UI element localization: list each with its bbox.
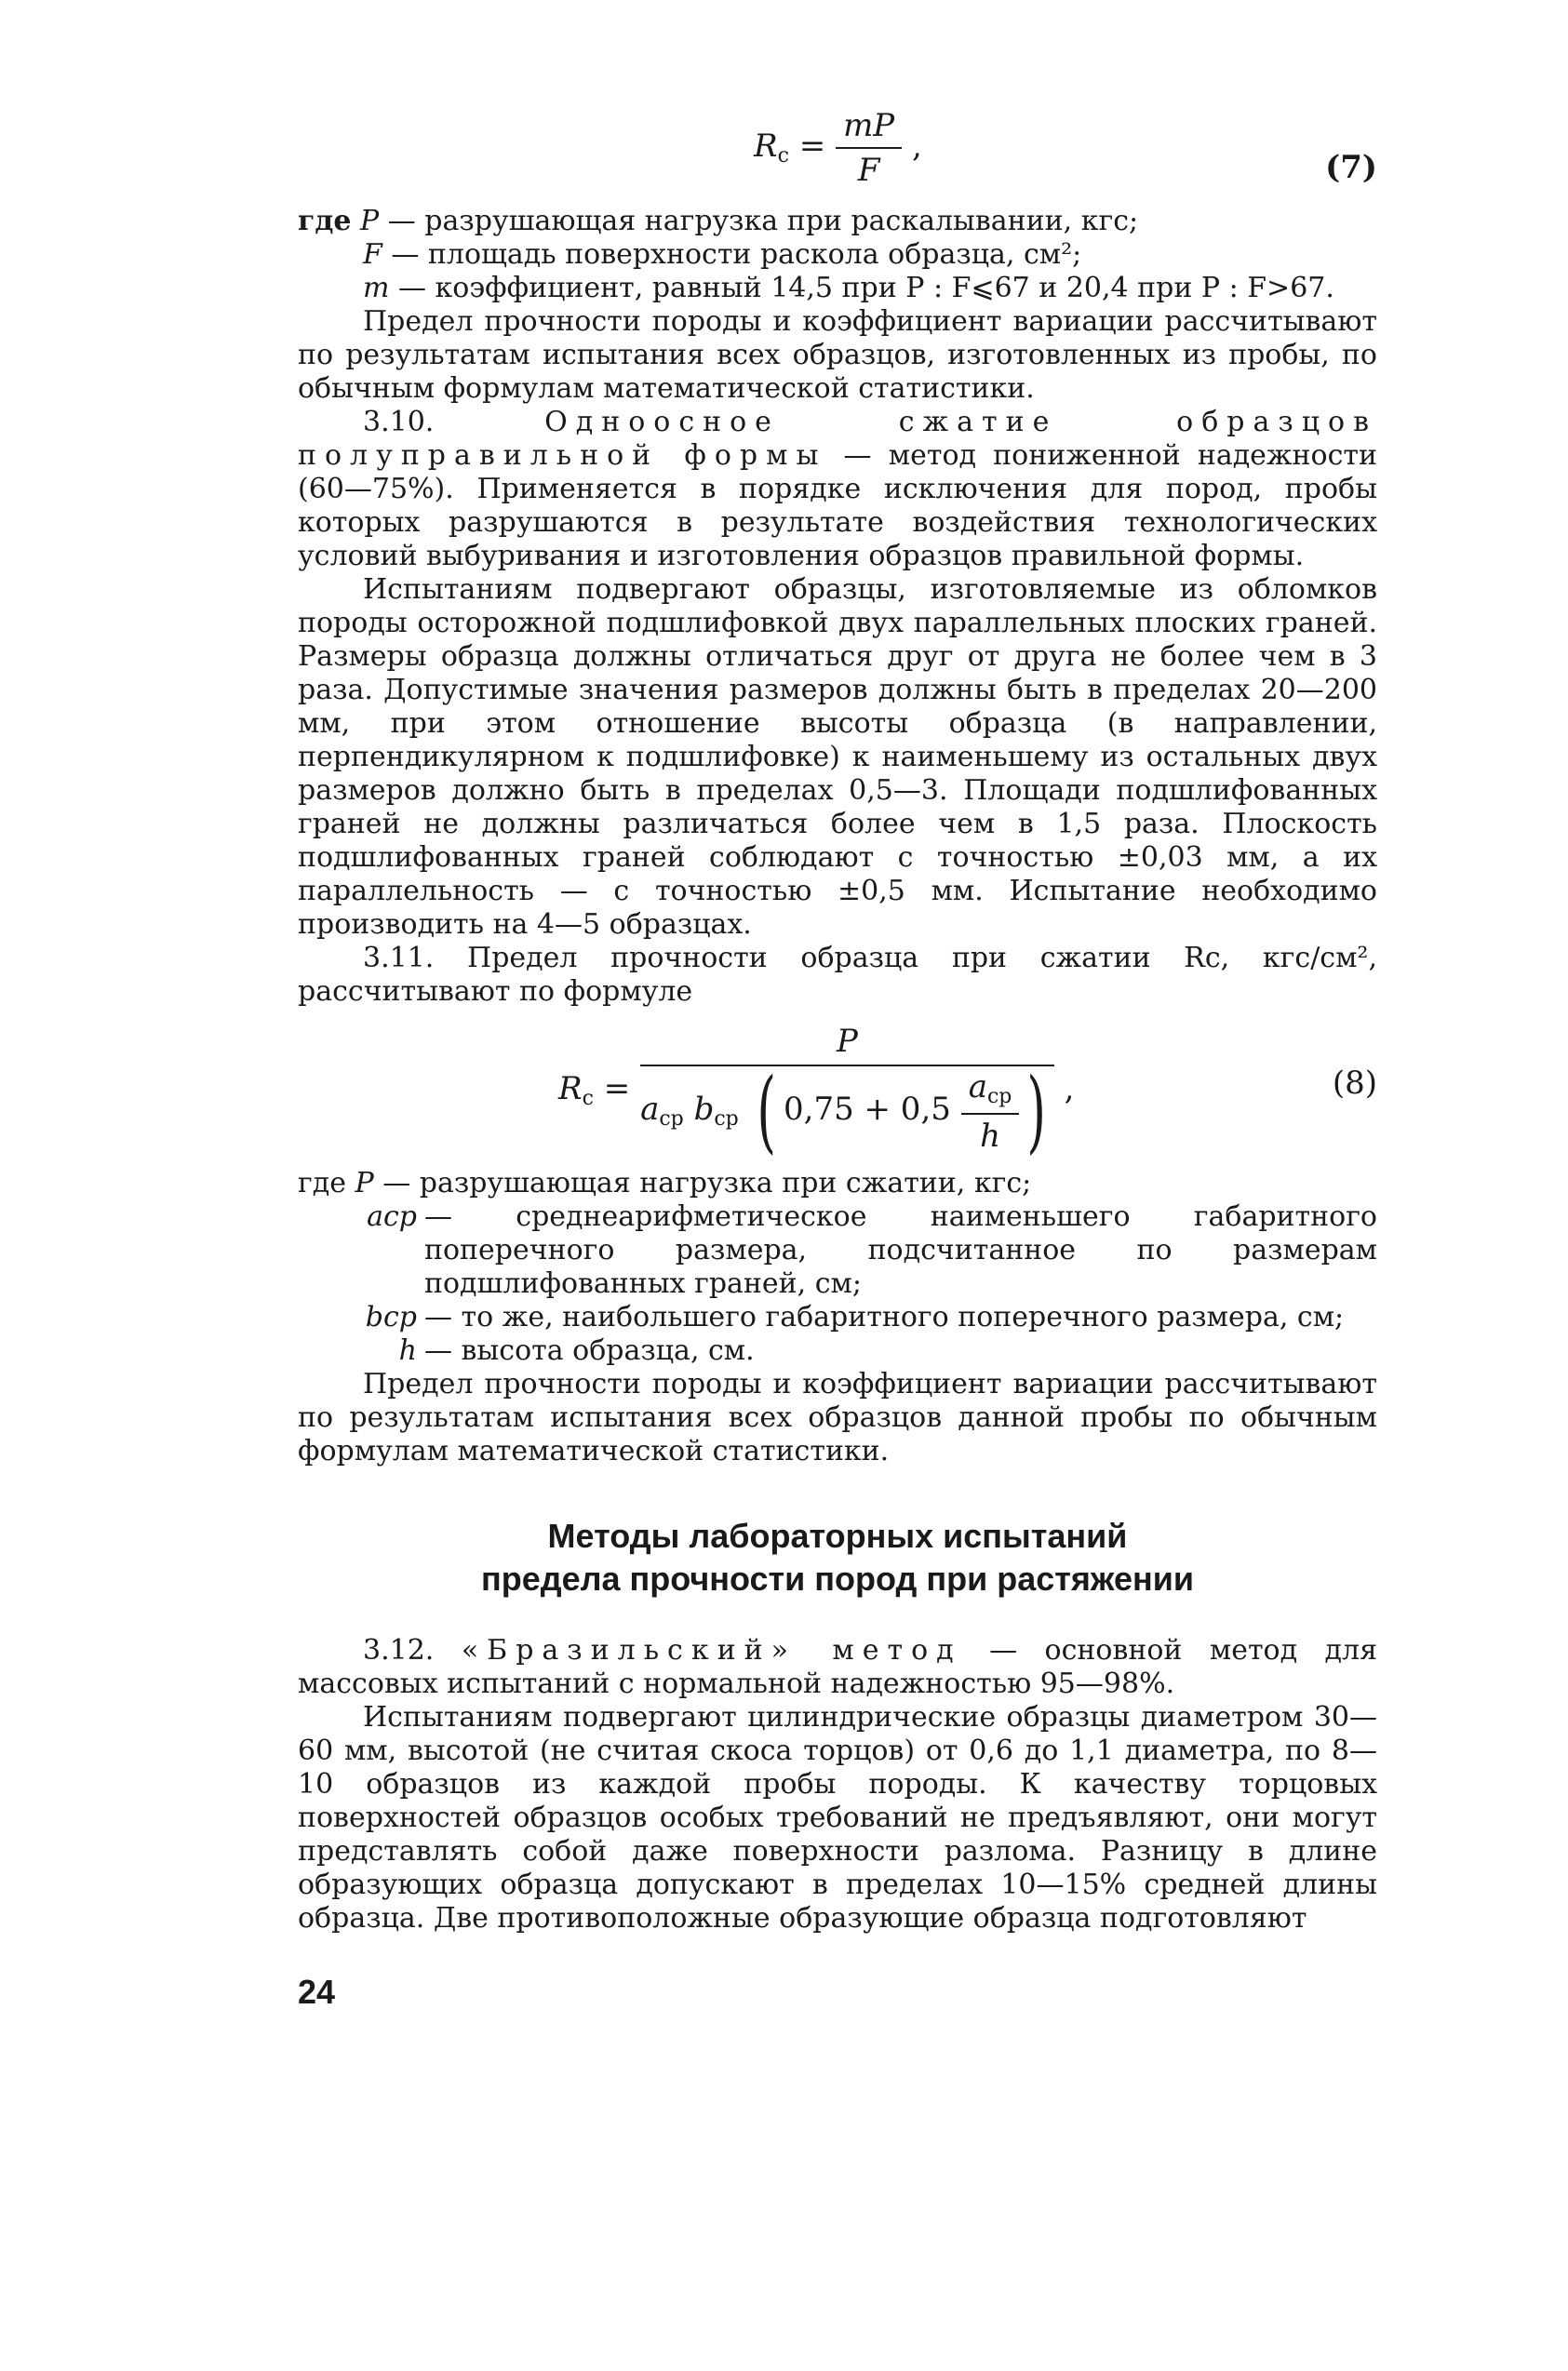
section-3-10: 3.10. Одноосное сжатие образцов полуправильной формы — метод пониженной надежности (60—75%). Применяется в порядке исключения для пород, пробы которых разрушаются в результате воздействия технологических условий выбуривания и изготовления образцов правильной формы. <box>298 406 1377 572</box>
def-8-a: aср — среднеарифметическое наименьшего габаритного поперечного размера, подсчитанное по размерам подшлифованных граней, см; <box>367 1200 1377 1300</box>
formula-7-label: (7) <box>1325 149 1377 186</box>
formula-8-fraction: P $a_{ср}$ $b_{ср}$ ( 0,75 + 0,5 $\frac{a_{ср}}{h}$ ) <box>640 1025 1054 1156</box>
paragraph-2: Испытаниям подвергают образцы, изготовляемые из обломков породы осторожной подшлифовкой двух параллельных плоских граней. Размеры образца должны отличаться друг от друга не более чем в 3 раза. Допустимые значения размеров должны быть в пределах 20—200 мм, при этом отношение высоты образца (в направлении, перпендикулярном к подшлифовке) к наименьшему из остальных двух размеров должно быть в пределах 0,5—3. Площади подшлифованных граней не должны различаться более чем в 1,5 раза. Плоскость подшлифованных граней соблюдают с точностью ±0,03 мм, а их параллельность — с точностью ±0,5 мм. Испытание необходимо производить на 4—5 образцах. <box>298 573 1377 941</box>
paragraph-3: Предел прочности породы и коэффициент вариации рассчитывают по результатам испытания всех образцов данной пробы по обычным формулам математической статистики. <box>298 1368 1377 1467</box>
def-7-m: m — коэффициент, равный 14,5 при P : F⩽67 и 20,4 при P : F>67. <box>363 272 1334 304</box>
def-7-P: где P — разрушающая нагрузка при раскалывании, кгс; <box>298 205 1139 237</box>
formula-8: $R_c$ = P $a_{ср}$ $b_{ср}$ ( 0,75 + 0,5 $\frac{a_{ср}}{h}$ ) , <box>558 1023 1075 1163</box>
def-7-F: F — площадь поверхности раскола образца, см²; <box>363 238 1082 271</box>
paragraph-1: Предел прочности породы и коэффициент вариации рассчитывают по результатам испытания всех образцов, изготовленных из пробы, по обычным формулам математической статистики. <box>298 305 1377 405</box>
paragraph-4: Испытаниям подвергают цилиндрические образцы диаметром 30—60 мм, высотой (не считая скоса торцов) от 0,6 до 1,1 диаметра, по 8—10 образцов из каждой пробы породы. К качеству торцовых поверхностей образцов особых требований не предъявляют, они могут представлять собой даже поверхности разлома. Разницу в длине образующих образца допускают в пределах 10—15% средней длины образца. Две противоположные образующие образца подготовляют <box>298 1701 1377 1935</box>
section-heading: Методы лабораторных испытаний предела прочности пород при растяжении <box>480 1517 1194 1598</box>
section-3-12: 3.12. «Бразильский» метод — основной метод для массовых испытаний с нормальной надежностью 95—98%. <box>298 1634 1377 1700</box>
def-8-h: h — высота образца, см. <box>398 1334 755 1367</box>
page-content <box>298 102 1377 2012</box>
page-number: 24 <box>298 1973 336 2011</box>
formula-7-lhs: R <box>754 127 778 165</box>
formula-7: $R_c$ = $\frac{mP}{F}$ , <box>754 107 922 189</box>
formula-7-line <box>298 102 1377 205</box>
def-8-b: bср — то же, наибольшего габаритного поперечного размера, см; <box>365 1301 1345 1333</box>
formula-8-line <box>298 1009 1377 1167</box>
formula-7-fraction: $\frac{mP}{F}$ <box>836 110 902 186</box>
def-8-P: где P — разрушающая нагрузка при сжатии, кгс; <box>298 1167 1032 1199</box>
formula-8-label: (8) <box>1332 1065 1377 1102</box>
section-3-11: 3.11. Предел прочности образца при сжатии Rc, кгс/см², рассчитывают по формуле <box>298 942 1377 1008</box>
